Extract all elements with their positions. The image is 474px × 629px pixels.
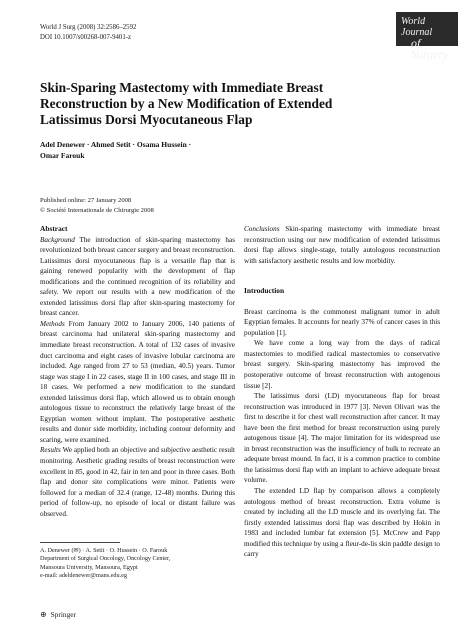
affiliation-university: Mansoura University, Mansoura, Egypt (40, 563, 138, 571)
abstract-heading: Abstract (40, 224, 68, 233)
intro-paragraph-3: The latissimus dorsi (LD) myocutaneous flap for breast reconstruction was introduced in 1977 [3]. Neven Olivari was the first to describe it for chest wall reconstruction after cancer. It may have been the first method for breast reconstruction using purely autogenous tissue [4]. The major limitation for its widespread use in breast reconstruction was the insufficiency of bulk to recreate an adequate breast mound. In fact, it is a common practice to combine the latissimus dorsi flap with an implant to achieve adequate breast volume. (244, 392, 440, 485)
intro-paragraph-1: Breast carcinoma is the commonest malignant tumor in adult Egyptian females. It accounts for nearly 37% of cancer cases in this population [1]. (244, 307, 440, 337)
author-affiliation (40, 547, 235, 581)
background-label: Background (40, 235, 75, 244)
published-online: Published online: 27 January 2008 (40, 197, 132, 204)
publication-info (40, 196, 154, 215)
doi-line: DOI 10.1007/s00268-007-9401-z (40, 34, 131, 41)
affiliation-authors: A. Denewer (✉) · A. Setit · O. Hussein · O. Farouk (40, 547, 168, 554)
authors-line1: Adel Denewer · Ahmed Setit · Osama Hussein · (40, 140, 192, 149)
abstract-conclusions (244, 224, 440, 266)
abstract-methods (40, 319, 235, 446)
affiliation-email: e-mail: adeldenewer@mans.edu.eg (40, 572, 127, 580)
conclusions-label: Conclusions (244, 225, 280, 233)
logo-line2: of Surgery (411, 36, 449, 61)
abstract-results (40, 445, 235, 519)
intro-paragraph-4: The extended LD flap by comparison allows a completely autologous method of breast reconstruction. Extra volume is created by including all the LD muscle and its overlying fat. The firstly extended latissimus dorsi flap was described by Hokin in 1983 and included lumbar fat extension [5]. McCrew and Papp modified this technique by using a fleur-de-lis skin paddle design to carry (244, 487, 440, 559)
introduction-heading: Introduction (244, 286, 285, 296)
results-label: Results (40, 446, 61, 455)
footnote-separator (40, 542, 120, 543)
conclusions-text: Skin-sparing mastectomy with immediate breast reconstruction using our new modification of extended latissimus dorsi flap allows single-stage, totally autologous reconstruction with satisfactory aesthetic results and low morbidity. (244, 225, 440, 265)
journal-volume-line: World J Surg (2008) 32:2586–2592 (40, 24, 137, 31)
results-text: We applied both an objective and subjective aesthetic result monitoring. Aesthetic grading results of breast reconstruction were excellent in 85, good in 42, fair in ten and poor in three cases. Both flap and donor site complications were minor. Patients were followed for a median of 32.4 (range, 12-48) months. During this period of follow-up, no episode of local or distant failure was observed. (40, 446, 235, 518)
author-list (40, 139, 290, 161)
journal-logo (396, 12, 458, 61)
left-column (40, 224, 235, 519)
methods-label: Methods (40, 319, 65, 328)
springer-logo-icon: ⊕ (40, 610, 47, 619)
journal-citation (40, 23, 136, 43)
copyright: © Société Internationale de Chirurgie 2008 (40, 206, 154, 214)
publisher-name: Springer (50, 610, 77, 619)
background-text: The introduction of skin-sparing mastectomy has revolutionized both breast cancer surgery and breast reconstruction. Latissimus dorsi myocutaneous flap is a versatile flap that is gaining renewed popularity with the development of flap modifications and the continued recognition of its reliability and safety. We report our results with a new modification of the extended latissimus dorsi flap after skin-sparing mastectomy for breast cancer. (40, 235, 236, 318)
logo-line1: World Journal (401, 16, 433, 38)
right-column (244, 224, 440, 560)
publisher-footer (40, 610, 76, 619)
methods-text: From January 2002 to January 2006, 140 patients of breast carcinoma had unilateral skin-sparing mastectomy and immediate breast reconstruction. A total of 132 cases of invasive duct carcinoma and eight cases of invasive lobular carcinoma are included. Age ranged from 27 to 53 (median, 40.5) years. Tumor stage was stage I in 22 cases, stage II in 100 cases, and stage III in 18 cases. We performed a new modification to the standard extended latissimus dorsi flap, which allowed us to obtain enough autologous tissue to reconstruct the relatively large breast of the Egyptian women without implant. The postoperative aesthetic results and donor side morbidity, including contour deformity and scaring, were examined. (40, 319, 235, 444)
affiliation-department: Department of Surgical Oncology, Oncology Center, (40, 555, 171, 563)
intro-paragraph-2: We have come a long way from the days of radical mastectomies to modified radical mastectomies to conservative breast surgery. Skin-sparing mastectomy has improved the postoperative outcome of breast reconstruction with autogenous tissue [2]. (244, 339, 440, 390)
authors-line2: Omar Farouk (40, 151, 85, 160)
article-title: Skin-Sparing Mastectomy with Immediate Breast Reconstruction by a New Modification of Extended Latissimus Dorsi Myocutaneous Flap (40, 80, 333, 127)
abstract-background (40, 235, 235, 319)
